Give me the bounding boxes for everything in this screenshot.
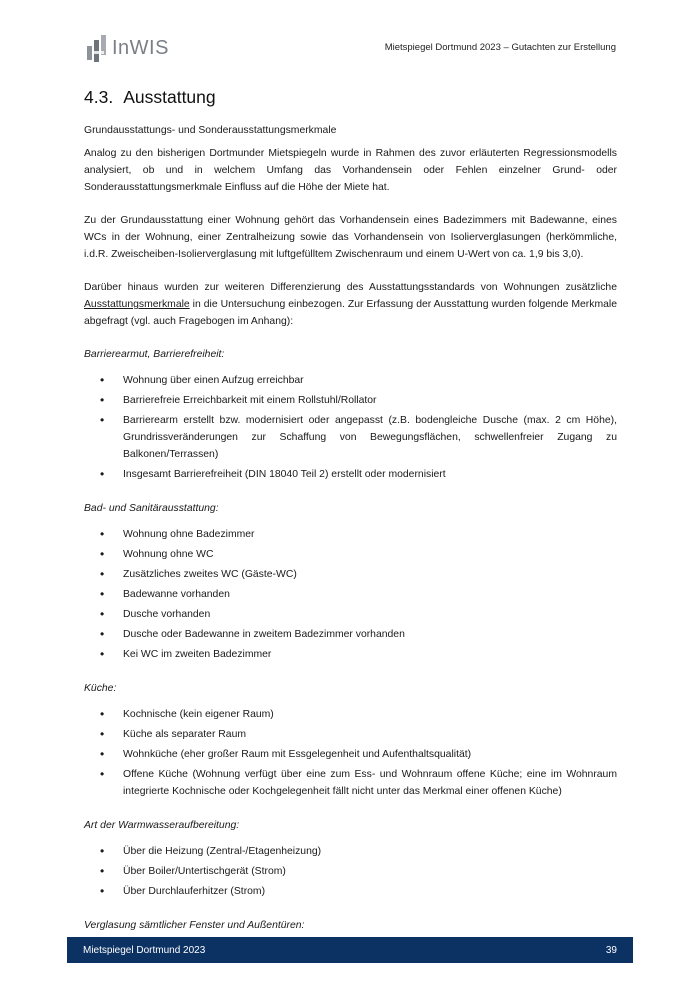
list-item: • Wohnung über einen Aufzug erreichbar <box>84 372 617 389</box>
bullet-list <box>84 526 617 663</box>
paragraph: Zu der Grundausstattung einer Wohnung gehört das Vorhandensein eines Badezimmers mit Badewanne, eines WCs in der Wohnung, einer Zentralheizung sowie das Vorhandensein von Isolierverglasungen (herkömmliche, i.d.R. Zweischeiben-Isolierverglasung mit luftgefülltem Zwischenraum und einem U-Wert von ca. 1,9 bis 3,0). <box>84 215 617 260</box>
paragraph <box>84 279 617 330</box>
body-content <box>84 122 617 943</box>
underlined-term: Ausstattungsmerkmale <box>84 299 190 310</box>
list-item: • Über Boiler/Untertischgerät (Strom) <box>84 863 617 880</box>
list-item: • Wohnküche (eher großer Raum mit Essgelegenheit und Aufenthaltsqualität) <box>84 746 617 763</box>
section-title <box>84 87 216 108</box>
paragraph: Analog zu den bisherigen Dortmunder Mietspiegeln wurde in Rahmen des zuvor erläuterten Regressionsmodells analysiert, ob und in welchem Umfang das Vorhandensein oder Fehlen einzelner Grund- oder Sonderausstattungsmerkmale Einfluss auf die Höhe der Miete hat. <box>84 148 617 193</box>
list-item: • Wohnung ohne Badezimmer <box>84 526 617 543</box>
bullet-list <box>84 372 617 483</box>
category-heading: Verglasung sämtlicher Fenster und Außentüren: <box>84 920 305 931</box>
list-item: • Kochnische (kein eigener Raum) <box>84 706 617 723</box>
category-heading: Barrierearmut, Barrierefreiheit: <box>84 349 225 360</box>
category-heading: Art der Warmwasseraufbereitung: <box>84 820 240 831</box>
list-item: • Dusche vorhanden <box>84 606 617 623</box>
bullet-list <box>84 843 617 900</box>
running-header: Mietspiegel Dortmund 2023 – Gutachten zur Erstellung <box>384 42 616 53</box>
category-heading: Küche: <box>84 683 117 694</box>
footer-title: Mietspiegel Dortmund 2023 <box>83 944 206 956</box>
section-title-text: Ausstattung <box>123 87 216 107</box>
list-item: • Küche als separater Raum <box>84 726 617 743</box>
paragraph-text: Darüber hinaus wurden zur weiteren Differenzierung des Ausstattungsstandards von Wohnungen zusätzliche <box>84 282 617 293</box>
logo-text: InWIS <box>112 36 169 59</box>
page-number: 39 <box>605 944 617 956</box>
list-item: • Kei WC im zweiten Badezimmer <box>84 646 617 663</box>
bullet-list <box>84 706 617 800</box>
category-heading: Bad- und Sanitärausstattung: <box>84 503 219 514</box>
list-item: • Dusche oder Badewanne in zweitem Badezimmer vorhanden <box>84 626 617 643</box>
list-item: • Offene Küche (Wohnung verfügt über eine zum Ess- und Wohnraum offene Küche; eine im Wohnraum integrierte Kochnische oder Kochgelegenheit fällt nicht unter das Merkmal einer offenen Küche) <box>84 766 617 800</box>
list-item: • Barrierearm erstellt bzw. modernisiert oder angepasst (z.B. bodengleiche Dusche (max. 2 cm Höhe), Grundrissveränderungen zur Schaffung von Bewegungsflächen, schwellenfreier Zugang zu Balkonen/Terrassen) <box>84 412 617 463</box>
list-item: • Barrierefreie Erreichbarkeit mit einem Rollstuhl/Rollator <box>84 392 617 409</box>
list-item: • Über Durchlauferhitzer (Strom) <box>84 883 617 900</box>
section-number: 4.3. <box>84 87 114 107</box>
page-footer <box>67 937 633 963</box>
list-item: • Über die Heizung (Zentral-/Etagenheizung) <box>84 843 617 860</box>
logo-mark-icon <box>86 34 108 62</box>
list-item: • Insgesamt Barrierefreiheit (DIN 18040 Teil 2) erstellt oder modernisiert <box>84 466 617 483</box>
inwis-logo <box>86 34 169 62</box>
list-item: • Wohnung ohne WC <box>84 546 617 563</box>
paragraph-text: in die Untersuchung einbezogen. Zur Erfassung der Ausstattung wurden folgende Merkmale abgefragt (vgl. auch Fragebogen im Anhang): <box>84 299 617 327</box>
subheading: Grundausstattungs- und Sonderausstattungsmerkmale <box>84 125 337 136</box>
list-item: • Badewanne vorhanden <box>84 586 617 603</box>
list-item: • Zusätzliches zweites WC (Gäste-WC) <box>84 566 617 583</box>
